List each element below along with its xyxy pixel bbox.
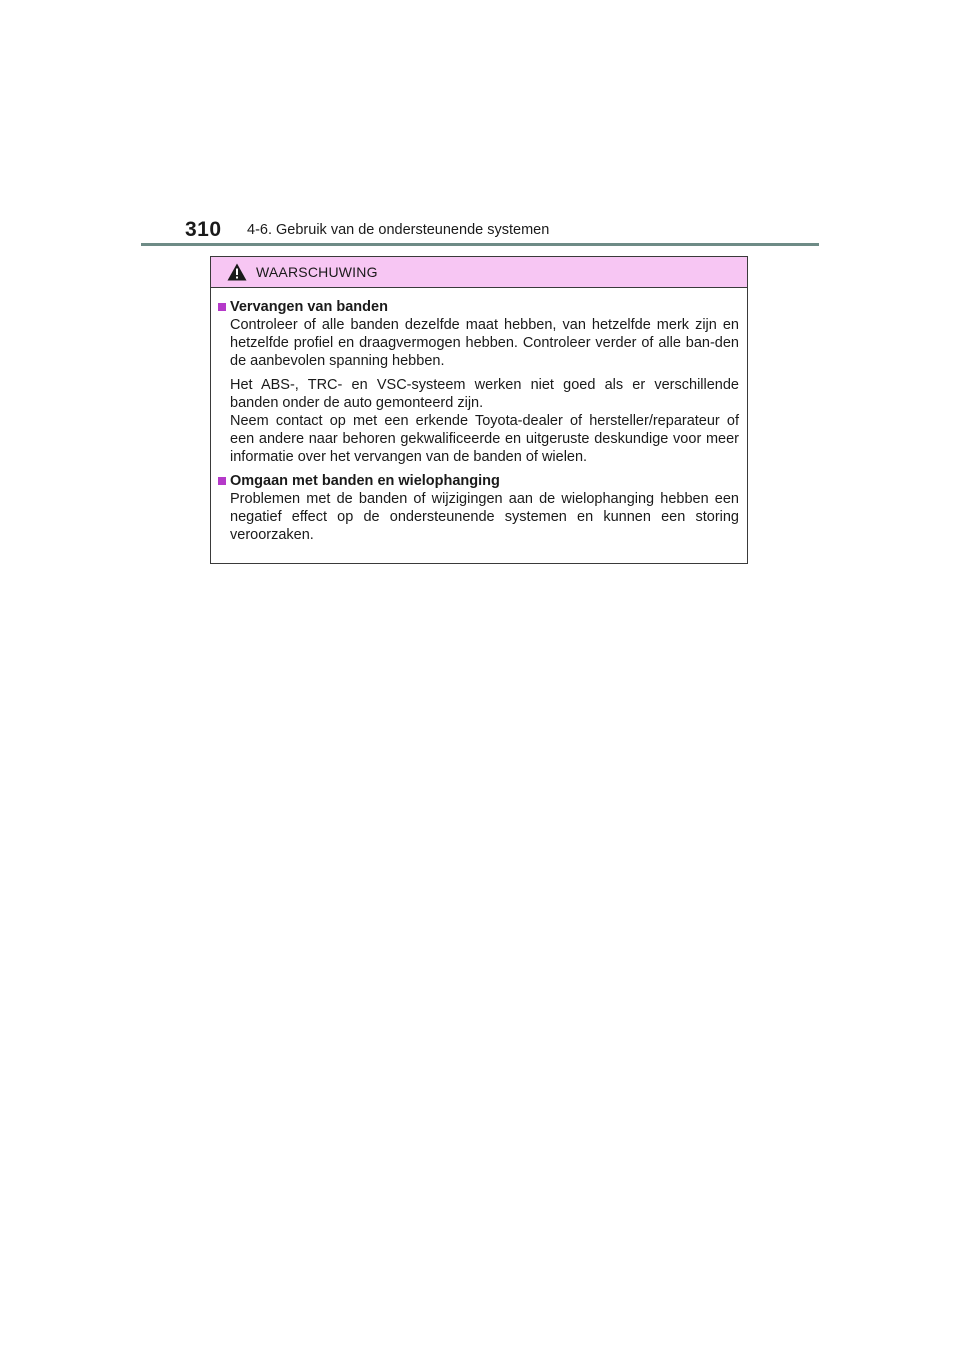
item-heading	[217, 298, 739, 316]
warning-header	[211, 257, 747, 288]
item-heading	[217, 472, 739, 490]
warning-box	[210, 256, 748, 564]
header-divider	[141, 243, 819, 246]
warning-item-suspension-handling	[217, 472, 739, 544]
item-paragraph: Het ABS-, TRC- en VSC-systeem werken niet goed als er verschillende banden onder de auto gemonteerd zijn.	[230, 377, 739, 411]
item-heading-text: Vervangen van banden	[230, 299, 388, 315]
item-paragraph: Controleer of alle banden dezelfde maat hebben, van hetzelfde merk zijn en hetzelfde profiel en draagvermogen hebben. Controleer verder of alle ban-den de aanbevolen spanning hebben.	[230, 317, 739, 369]
warning-label: WAARSCHUWING	[256, 264, 378, 280]
item-paragraph: Problemen met de banden of wijzigingen aan de wielophanging hebben een negatief effect op de ondersteunende systemen en kunnen een storing veroorzaken.	[230, 491, 739, 543]
square-bullet-icon	[218, 477, 226, 485]
warning-item-tire-replacement	[217, 298, 739, 466]
section-title: 4-6. Gebruik van de ondersteunende systemen	[247, 222, 550, 238]
square-bullet-icon	[218, 303, 226, 311]
warning-triangle-icon	[227, 263, 247, 281]
item-heading-text: Omgaan met banden en wielophanging	[230, 473, 500, 489]
warning-body	[211, 288, 747, 544]
item-paragraph: Neem contact op met een erkende Toyota-dealer of hersteller/reparateur of een andere naar behoren gekwalificeerde en uitgeruste deskundige voor meer informatie over het vervangen van de banden of wielen.	[230, 413, 739, 465]
page-number: 310	[185, 218, 222, 241]
